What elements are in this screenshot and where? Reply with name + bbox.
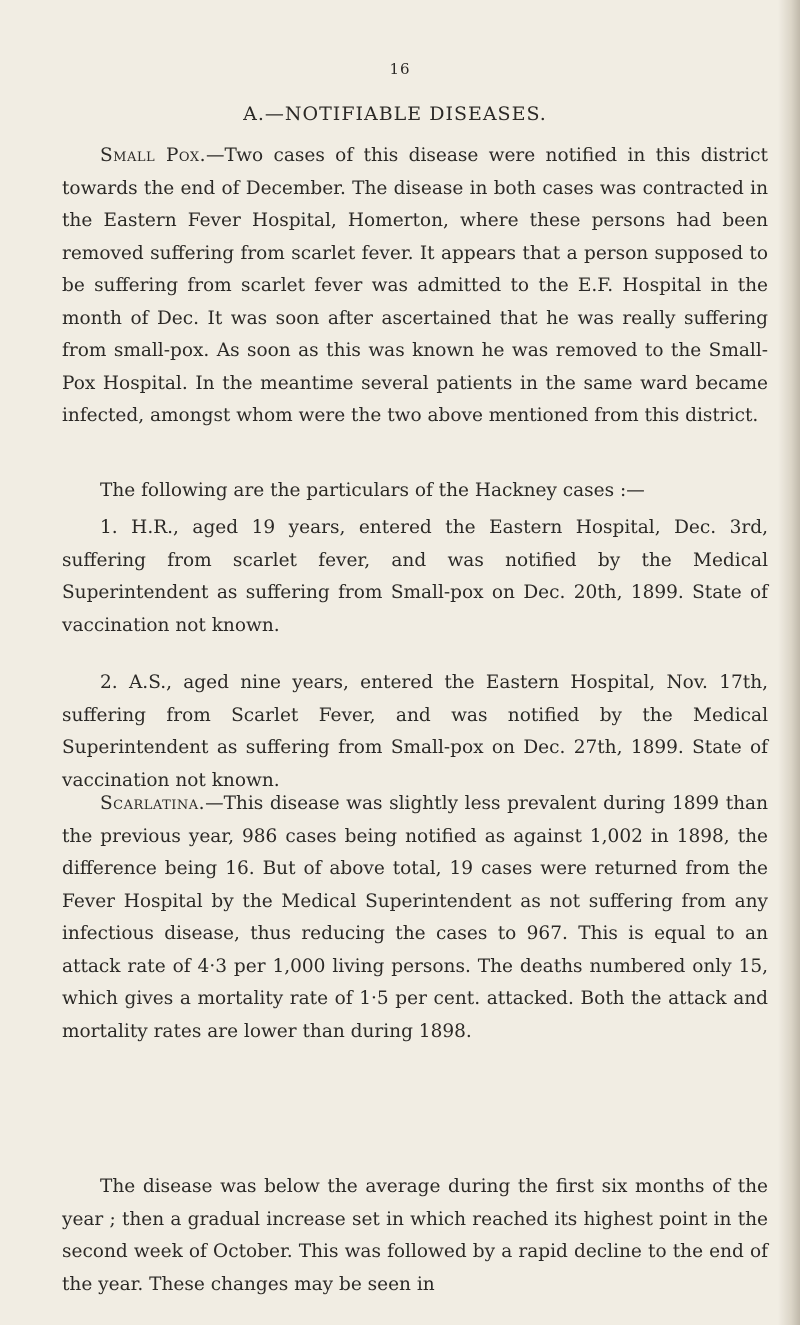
case-item-2: 2. A.S., aged nine years, entered the Eastern Hospital, Nov. 17th, suffering from Scarlet Fever, and was notified by the Medical Superintendent as suffering from Small-pox on Dec. 27th, 1899. State of vaccination not known.	[62, 672, 768, 791]
smallpox-text: —Two cases of this disease were notified in this district towards the end of December. The disease in both cases was contracted in the Eastern Fever Hospital, Homerton, where these persons had been removed suffering from scarlet fever. It appears that a person supposed to be suffering from scarlet fever was admitted to the E.F. Hospital in the month of Dec. It was soon after ascertained that he was really suffering from small-pox. As soon as this was known he was removed to the Small-Pox Hospital. In the meantime several patients in the same ward became infected, amongst whom were the two above mentioned from this district.	[62, 145, 768, 426]
closing-paragraph: The disease was below the average during the first six months of the year ; then a gradual increase set in which reached its highest point in the second week of October. This was followed by a rapid decline to the end of the year. These changes may be seen in	[62, 1176, 768, 1295]
page-number: 16	[389, 60, 411, 78]
case-item-1: 1. H.R., aged 19 years, entered the Eastern Hospital, Dec. 3rd, suffering from scarlet fever, and was notified by the Medical Superintendent as suffering from Small-pox on Dec. 20th, 1899. State of vaccination not known.	[62, 517, 768, 636]
particulars-intro: The following are the particulars of the Hackney cases :—	[100, 480, 645, 501]
scarlatina-text: —This disease was slightly less prevalent during 1899 than the previous year, 986 cases being notified as against 1,002 in 1898, the difference being 16. But of above total, 19 cases were returned from the Fever Hospital by the Medical Superintendent as not suffering from any infectious disease, thus reducing the cases to 967. This is equal to an attack rate of 4·3 per 1,000 living persons. The deaths numbered only 15, which gives a mortality rate of 1·5 per cent. attacked. Both the attack and mortality rates are lower than during 1898.	[62, 793, 768, 1042]
scarlatina-label: Scarlatina.	[100, 793, 206, 814]
page-edge-shadow	[778, 0, 800, 1325]
smallpox-label: Small Pox.	[100, 145, 206, 166]
smallpox-paragraph	[62, 140, 768, 433]
section-heading: A.—NOTIFIABLE DISEASES.	[243, 103, 547, 125]
scarlatina-paragraph	[62, 788, 768, 1048]
